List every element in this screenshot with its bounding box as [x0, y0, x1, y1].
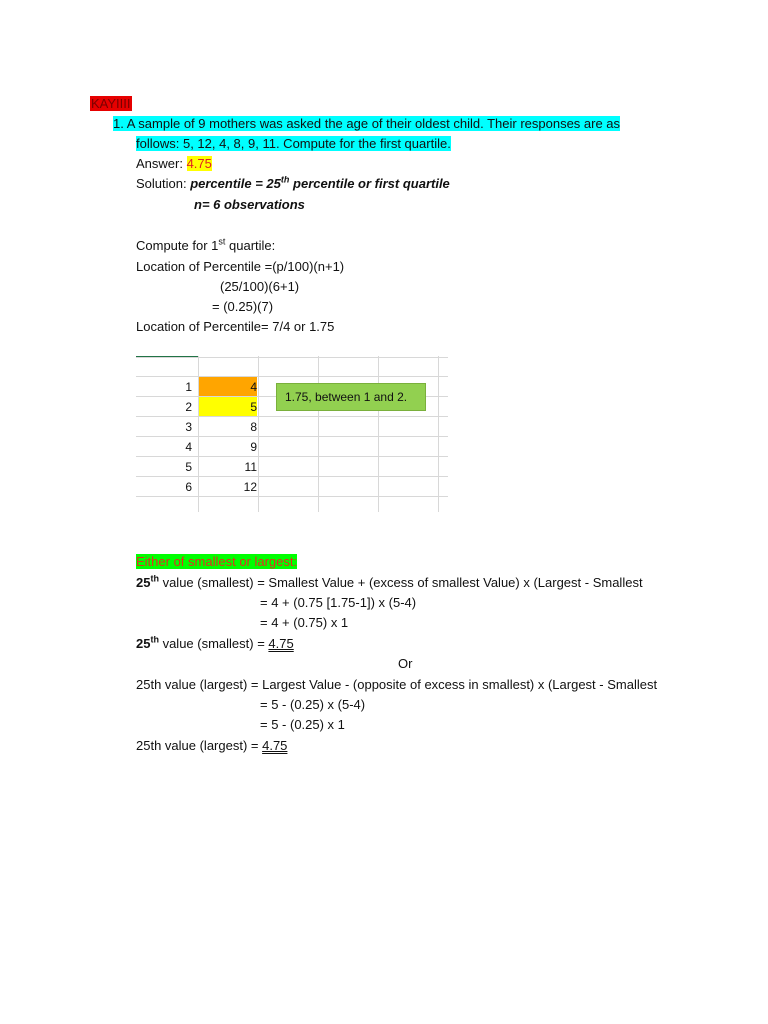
table-row-rank: 6	[185, 480, 192, 494]
table-row-value: 11	[244, 460, 257, 474]
largest-step-2: = 5 - (0.25) x 1	[260, 717, 345, 732]
smallest-step-2: = 4 + (0.75) x 1	[260, 615, 349, 630]
table-row-rank: 5	[185, 460, 192, 474]
table-row-rank: 3	[185, 420, 192, 434]
table-row-rank: 1	[185, 380, 192, 394]
compute-heading: Compute for 1st quartile:	[136, 236, 276, 253]
n-observations: n= 6 observations	[194, 197, 305, 212]
table-row-rank: 4	[185, 440, 192, 454]
or-separator: Or	[398, 656, 413, 671]
header-tag: KAYIIII	[91, 96, 131, 111]
location-result: Location of Percentile= 7/4 or 1.75	[136, 319, 335, 334]
table-row-value: 4	[199, 377, 257, 396]
table-row-value: 9	[250, 440, 257, 454]
table-row-value: 8	[250, 420, 257, 434]
table-row-rank: 2	[185, 400, 192, 414]
question-line-1: 1. A sample of 9 mothers was asked the age of their oldest child. Their responses are as	[113, 116, 621, 131]
answer-value: 4.75	[186, 156, 212, 171]
formula-step-1: (25/100)(6+1)	[220, 279, 300, 294]
table-row-value: 12	[243, 480, 257, 494]
spreadsheet-table	[136, 356, 448, 512]
table-row-value: 5	[199, 397, 257, 416]
answer-label: Answer:	[136, 156, 187, 171]
largest-step-1: = 5 - (0.25) x (5-4)	[260, 697, 366, 712]
method-heading: Either of smallest or largest:	[136, 554, 298, 569]
answer-line	[136, 155, 212, 173]
formula-line: Location of Percentile =(p/100)(n+1)	[136, 259, 345, 274]
smallest-step-1: = 4 + (0.75 [1.75-1]) x (5-4)	[260, 595, 417, 610]
note-callout: 1.75, between 1 and 2.	[276, 383, 426, 411]
largest-result: 25th value (largest) = 4.75	[136, 738, 288, 753]
largest-formula: 25th value (largest) = Largest Value - (opposite of excess in smallest) x (Largest - Smallest	[136, 677, 658, 692]
solution-line: Solution: percentile = 25th percentile or first quartile	[136, 174, 450, 191]
formula-step-2: = (0.25)(7)	[212, 299, 274, 314]
smallest-result: 25th value (smallest) = 4.75	[136, 634, 294, 651]
smallest-formula: 25th value (smallest) = Smallest Value + (excess of smallest Value) x (Largest - Smallest	[136, 573, 643, 590]
question-line-2: follows: 5, 12, 4, 8, 9, 11. Compute for the first quartile.	[136, 136, 451, 151]
